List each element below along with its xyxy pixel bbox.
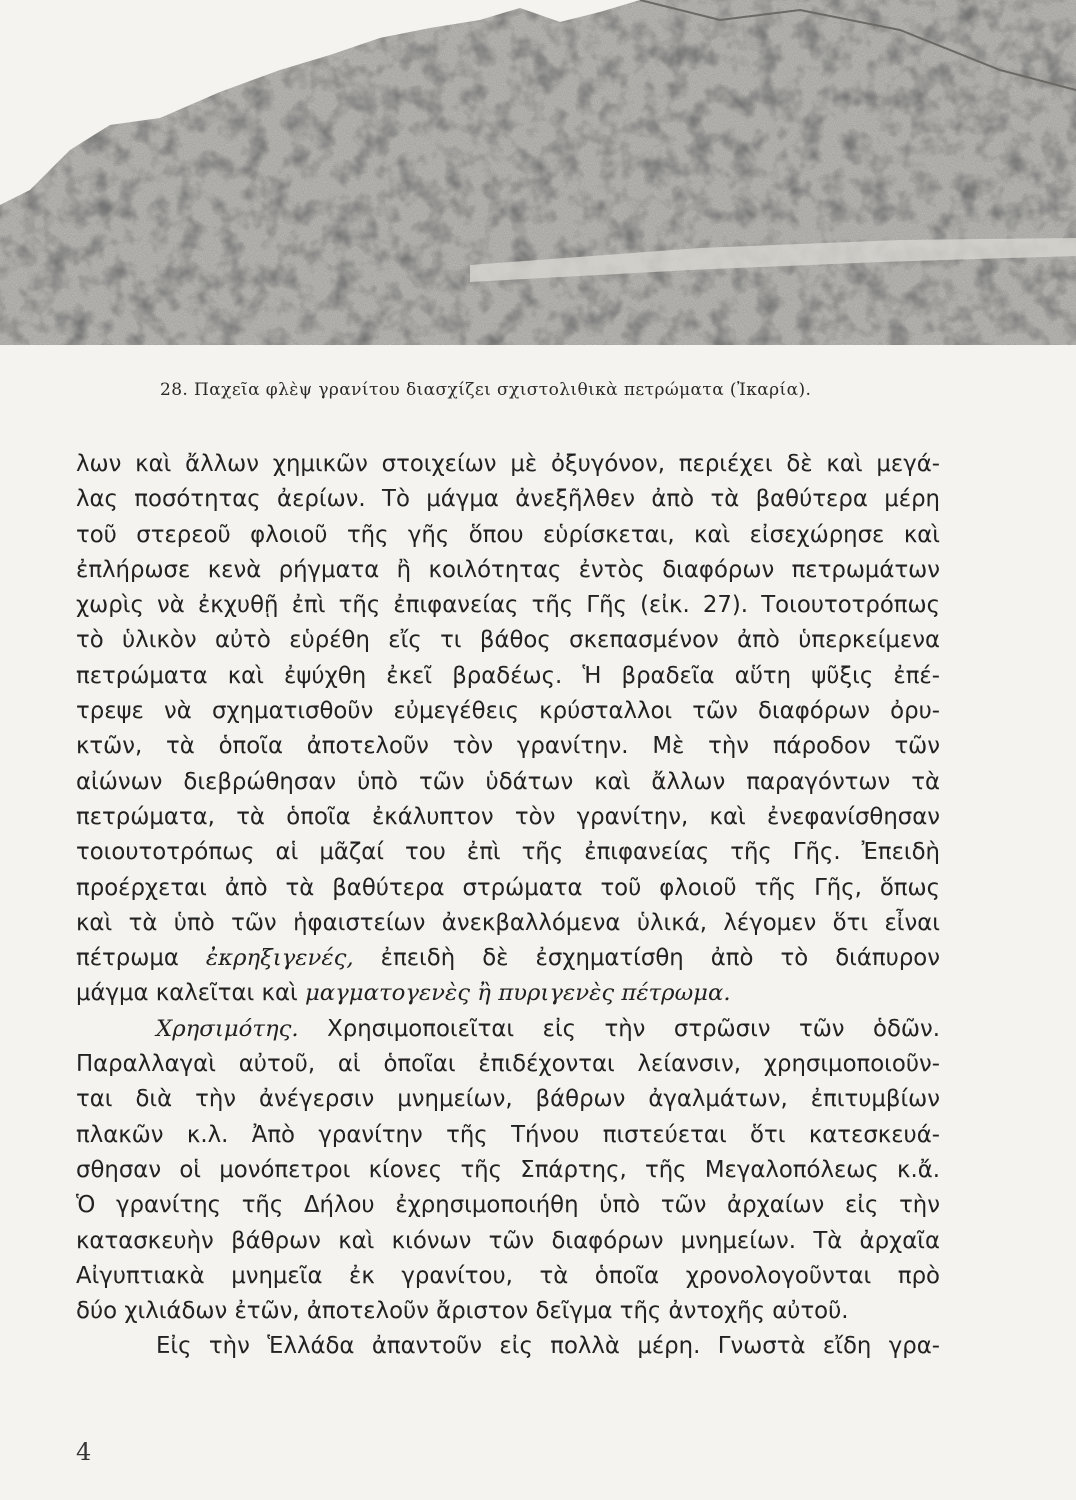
italic-term: ἐκρηξιγενές, — [205, 945, 354, 972]
text-line: χωρὶς νὰ ἐκχυθῇ ἐπὶ τῆς ἐπιφανείας τῆς Γῆς (εἰκ. 27). Τοιουτοτρόπως — [76, 592, 940, 619]
text-line: Αἰγυπτιακὰ μνημεῖα ἐκ γρανίτου, τὰ ὁποῖα χρονολογοῦνται πρὸ — [76, 1262, 940, 1289]
text-line: Παραλλαγαὶ αὐτοῦ, αἱ ὁποῖαι ἐπιδέχονται λείανσιν, χρησιμοποιοῦν- — [76, 1051, 940, 1078]
text-line: σθησαν οἱ μονόπετροι κίονες τῆς Σπάρτης, τῆς Μεγαλοπόλεως κ.ἄ. — [76, 1156, 940, 1183]
text-line: ἐπλήρωσε κενὰ ρήγματα ἢ κοιλότητας ἐντὸς διαφόρων πετρωμάτων — [76, 556, 940, 583]
text-line: τοιουτοτρόπως αἱ μᾶζαί του ἐπὶ τῆς ἐπιφανείας τῆς Γῆς. Ἐπειδὴ — [76, 839, 940, 866]
text-line: ται διὰ τὴν ἀνέγερσιν μνημείων, βάθρων ἀγαλμάτων, ἐπιτυμβίων — [76, 1086, 940, 1113]
text-line: πετρώματα καὶ ἐψύχθη ἐκεῖ βραδέως. Ἡ βραδεῖα αὕτη ψῦξις ἐπέ- — [76, 662, 940, 689]
text-segment: ἐπειδὴ δὲ ἐσχηματίσθη ἀπὸ τὸ διάπυρον — [353, 945, 940, 972]
text-line: πετρώματα, τὰ ὁποῖα ἐκάλυπτον τὸν γρανίτην, καὶ ἐνεφανίσθησαν — [76, 803, 940, 830]
text-line: κατασκευὴν βάθρων καὶ κιόνων τῶν διαφόρων μνημείων. Τὰ ἀρχαῖα — [76, 1227, 940, 1254]
landscape-photo — [0, 0, 1076, 345]
text-line: προέρχεται ἀπὸ τὰ βαθύτερα στρώματα τοῦ φλοιοῦ τῆς Γῆς, ὅπως — [76, 874, 940, 901]
text-line: Εἰς τὴν Ἑλλάδα ἀπαντοῦν εἰς πολλὰ μέρη. Γνωστὰ εἴδη γρα- — [156, 1333, 940, 1360]
text-line: τρεψε νὰ σχηματισθοῦν εὐμεγέθεις κρύσταλλοι τῶν διαφόρων ὀρυ- — [76, 698, 940, 725]
text-line: λας ποσότητας ἀερίων. Τὸ μάγμα ἀνεξῆλθεν ἀπὸ τὰ βαθύτερα μέρη — [76, 486, 940, 513]
italic-term: μαγματογενὲς ἢ πυριγενὲς πέτρωμα. — [304, 980, 731, 1007]
text-segment: Χρησιμοποιεῖται εἰς τὴν στρῶσιν τῶν ὁδῶν. — [298, 1015, 940, 1042]
text-line: λων καὶ ἄλλων χημικῶν στοιχείων μὲ ὀξυγόνον, περιέχει δὲ καὶ μεγά- — [76, 451, 940, 477]
text-line: τὸ ὑλικὸν αὐτὸ εὑρέθη εἴς τι βάθος σκεπασμένον ἀπὸ ὑπερκείμενα — [76, 627, 940, 654]
text-segment: πέτρωμα — [76, 945, 206, 972]
italic-heading: Χρησιμότης. — [156, 1015, 299, 1042]
text-line: τοῦ στερεοῦ φλοιοῦ τῆς γῆς ὅπου εὑρίσκεται, καὶ εἰσεχώρησε καὶ — [76, 521, 940, 548]
text-line: Ὁ γρανίτης τῆς Δήλου ἐχρησιμοποιήθη ὑπὸ τῶν ἀρχαίων εἰς τὴν — [76, 1192, 940, 1219]
body-text — [76, 447, 940, 1365]
text-line: δύο χιλιάδων ἐτῶν, ἀποτελοῦν ἄριστον δεῖγμα τῆς ἀντοχῆς αὐτοῦ. — [76, 1298, 849, 1325]
text-line: κτῶν, τὰ ὁποῖα ἀποτελοῦν τὸν γρανίτην. Μὲ τὴν πάροδον τῶν — [76, 733, 940, 760]
figure-caption: 28. Παχεῖα φλὲψ γρανίτου διασχίζει σχιστολιθικὰ πετρώματα (Ἰκαρία). — [160, 380, 812, 400]
text-line — [76, 1012, 940, 1047]
text-line: καὶ τὰ ὑπὸ τῶν ἡφαιστείων ἀνεκβαλλόμενα ὑλικά, λέγομεν ὅτι εἶναι — [76, 909, 940, 936]
text-line — [76, 941, 940, 976]
text-segment: μάγμα καλεῖται καὶ — [76, 980, 305, 1007]
text-line: πλακῶν κ.λ. Ἀπὸ γρανίτην τῆς Τήνου πιστεύεται ὅτι κατεσκευά- — [76, 1121, 940, 1148]
text-line — [76, 976, 940, 1011]
page-signature-mark: 4 — [76, 1438, 92, 1466]
text-line: αἰώνων διεβρώθησαν ὑπὸ τῶν ὑδάτων καὶ ἄλλων παραγόντων τὰ — [76, 768, 940, 795]
